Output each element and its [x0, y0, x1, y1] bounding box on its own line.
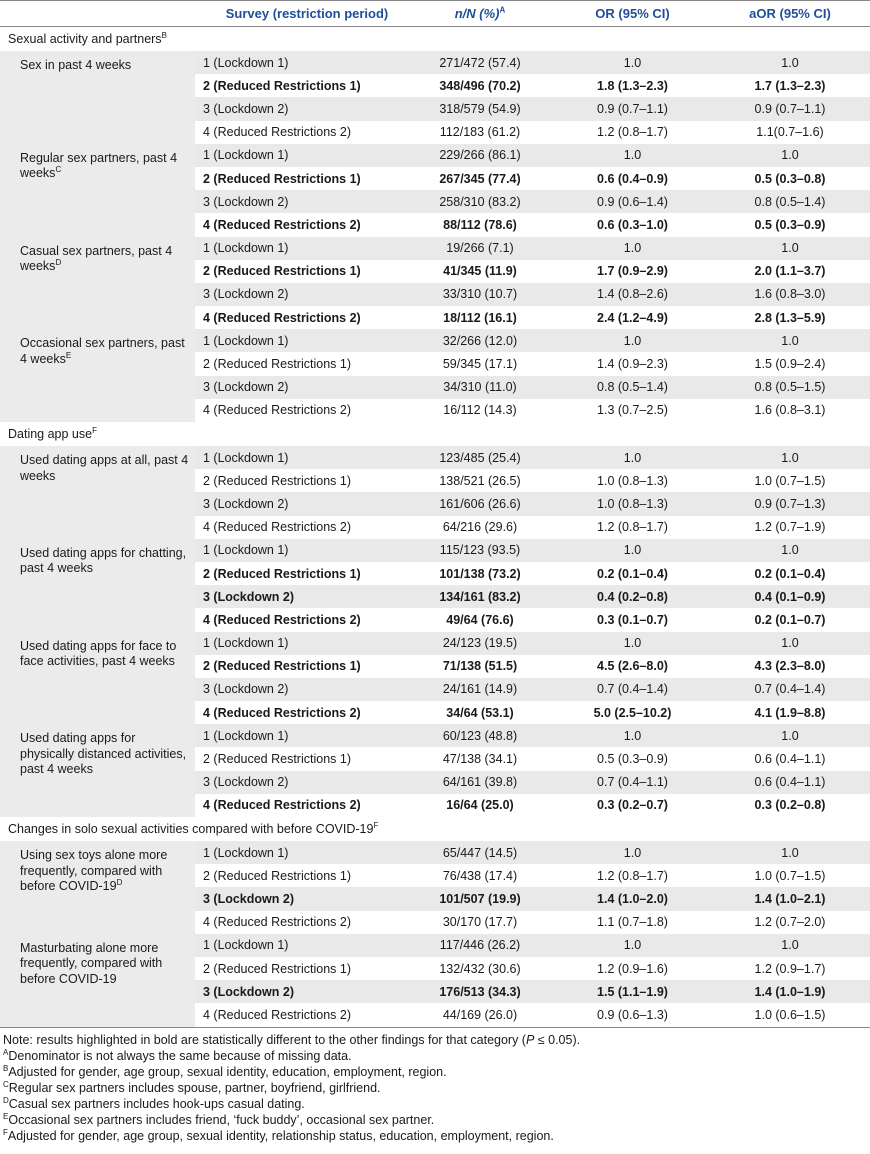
- cell-survey: 1 (Lockdown 1): [195, 144, 405, 167]
- cell-or: 0.8 (0.5–1.4): [555, 376, 710, 399]
- cell-aor: 1.0 (0.7–1.5): [710, 469, 870, 492]
- table-row: [0, 144, 870, 167]
- cell-survey: 2 (Reduced Restrictions 1): [195, 260, 405, 283]
- row-group-label-text: Regular sex partners, past 4 weeks: [20, 150, 178, 181]
- cell-nN: 134/161 (83.2): [405, 585, 555, 608]
- cell-aor: 0.2 (0.1–0.4): [710, 562, 870, 585]
- row-group-label: [0, 237, 195, 330]
- cell-or: 0.9 (0.7–1.1): [555, 97, 710, 120]
- cell-survey: 1 (Lockdown 1): [195, 724, 405, 747]
- cell-or: 0.4 (0.2–0.8): [555, 585, 710, 608]
- cell-nN: 64/161 (39.8): [405, 771, 555, 794]
- cell-aor: 0.6 (0.4–1.1): [710, 747, 870, 770]
- cell-aor: 0.7 (0.4–1.4): [710, 678, 870, 701]
- cell-survey: 2 (Reduced Restrictions 1): [195, 167, 405, 190]
- section-title: [0, 817, 870, 841]
- footnote-marker: B: [3, 1063, 9, 1073]
- row-group-label-sup: C: [55, 165, 62, 175]
- cell-survey: 4 (Reduced Restrictions 2): [195, 911, 405, 934]
- footnote-text: Adjusted for gender, age group, sexual identity, education, employment, region.: [8, 1064, 447, 1079]
- cell-nN: 71/138 (51.5): [405, 655, 555, 678]
- table-row: [0, 632, 870, 655]
- cell-survey: 4 (Reduced Restrictions 2): [195, 1003, 405, 1026]
- table-row: [0, 237, 870, 260]
- table-row: [0, 51, 870, 74]
- cell-nN: 44/169 (26.0): [405, 1003, 555, 1026]
- cell-nN: 19/266 (7.1): [405, 237, 555, 260]
- cell-nN: 88/112 (78.6): [405, 213, 555, 236]
- footnote-marker: A: [3, 1047, 9, 1057]
- row-group-label-text: Casual sex partners, past 4 weeks: [20, 243, 173, 273]
- table-header-row: [0, 1, 870, 27]
- cell-or: 1.7 (0.9–2.9): [555, 260, 710, 283]
- cell-survey: 4 (Reduced Restrictions 2): [195, 701, 405, 724]
- cell-survey: 4 (Reduced Restrictions 2): [195, 213, 405, 236]
- cell-survey: 3 (Lockdown 2): [195, 585, 405, 608]
- cell-or: 0.3 (0.2–0.7): [555, 794, 710, 817]
- cell-survey: 2 (Reduced Restrictions 1): [195, 469, 405, 492]
- cell-nN: 49/64 (76.6): [405, 608, 555, 631]
- row-group-label: [0, 329, 195, 422]
- cell-aor: 1.2 (0.7–2.0): [710, 911, 870, 934]
- cell-or: 0.3 (0.1–0.7): [555, 608, 710, 631]
- cell-or: 1.0: [555, 632, 710, 655]
- row-group-label-text: Used dating apps for physically distanced activities, past 4 weeks: [20, 731, 187, 777]
- cell-or: 1.2 (0.8–1.7): [555, 864, 710, 887]
- footnote: [3, 1048, 870, 1064]
- cell-survey: 4 (Reduced Restrictions 2): [195, 121, 405, 144]
- cell-aor: 1.1(0.7–1.6): [710, 121, 870, 144]
- cell-nN: 16/112 (14.3): [405, 399, 555, 422]
- cell-aor: 1.0: [710, 632, 870, 655]
- cell-or: 0.9 (0.6–1.4): [555, 190, 710, 213]
- cell-survey: 1 (Lockdown 1): [195, 632, 405, 655]
- row-group-label-text: Sex in past 4 weeks: [20, 58, 132, 72]
- row-group-label-text: Used dating apps for chatting, past 4 weeks: [20, 545, 187, 576]
- cell-survey: 3 (Lockdown 2): [195, 771, 405, 794]
- header-label-column: [0, 1, 195, 27]
- row-group-label-text: Masturbating alone more frequently, compared with before COVID-19: [20, 940, 163, 986]
- cell-or: 4.5 (2.6–8.0): [555, 655, 710, 678]
- cell-nN: 30/170 (17.7): [405, 911, 555, 934]
- footnote-marker: C: [3, 1079, 9, 1089]
- cell-survey: 3 (Lockdown 2): [195, 376, 405, 399]
- table-row: [0, 724, 870, 747]
- cell-or: 1.0 (0.8–1.3): [555, 492, 710, 515]
- cell-survey: 4 (Reduced Restrictions 2): [195, 516, 405, 539]
- table-row: [0, 539, 870, 562]
- cell-or: 1.0: [555, 329, 710, 352]
- section-title: [0, 422, 870, 446]
- cell-aor: 1.0: [710, 144, 870, 167]
- cell-nN: 18/112 (16.1): [405, 306, 555, 329]
- cell-survey: 3 (Lockdown 2): [195, 678, 405, 701]
- cell-aor: 4.1 (1.9–8.8): [710, 701, 870, 724]
- cell-nN: 16/64 (25.0): [405, 794, 555, 817]
- cell-survey: 1 (Lockdown 1): [195, 841, 405, 864]
- cell-nN: 112/183 (61.2): [405, 121, 555, 144]
- cell-or: 0.7 (0.4–1.1): [555, 771, 710, 794]
- table-body: [0, 27, 870, 1027]
- row-group-label: [0, 724, 195, 817]
- section-title-sup: B: [161, 30, 167, 40]
- cell-aor: 1.0 (0.6–1.5): [710, 1003, 870, 1026]
- cell-nN: 348/496 (70.2): [405, 74, 555, 97]
- cell-aor: 0.3 (0.2–0.8): [710, 794, 870, 817]
- cell-or: 0.2 (0.1–0.4): [555, 562, 710, 585]
- cell-or: 1.0: [555, 934, 710, 957]
- footnote: [3, 1064, 870, 1080]
- header-aor: aOR (95% CI): [710, 1, 870, 27]
- cell-nN: 41/345 (11.9): [405, 260, 555, 283]
- cell-survey: 3 (Lockdown 2): [195, 97, 405, 120]
- cell-aor: 1.5 (0.9–2.4): [710, 352, 870, 375]
- cell-nN: 34/310 (11.0): [405, 376, 555, 399]
- cell-aor: 1.0: [710, 934, 870, 957]
- cell-aor: 1.6 (0.8–3.0): [710, 283, 870, 306]
- cell-nN: 33/310 (10.7): [405, 283, 555, 306]
- cell-or: 1.4 (0.9–2.3): [555, 352, 710, 375]
- cell-or: 5.0 (2.5–10.2): [555, 701, 710, 724]
- cell-aor: 0.5 (0.3–0.9): [710, 213, 870, 236]
- header-nN: [405, 1, 555, 27]
- cell-or: 1.0: [555, 144, 710, 167]
- cell-aor: 1.2 (0.9–1.7): [710, 957, 870, 980]
- note-items: [3, 1048, 870, 1144]
- cell-aor: 0.2 (0.1–0.7): [710, 608, 870, 631]
- cell-aor: 0.8 (0.5–1.5): [710, 376, 870, 399]
- row-group-label-sup: D: [55, 257, 62, 267]
- footnote-text: Casual sex partners includes hook-ups casual dating.: [8, 1096, 305, 1111]
- header-nN-sup: A: [499, 5, 506, 15]
- row-group-label: [0, 934, 195, 1027]
- cell-aor: 1.4 (1.0–1.9): [710, 980, 870, 1003]
- cell-or: 1.4 (1.0–2.0): [555, 887, 710, 910]
- cell-aor: 1.6 (0.8–3.1): [710, 399, 870, 422]
- cell-or: 1.8 (1.3–2.3): [555, 74, 710, 97]
- cell-aor: 0.5 (0.3–0.8): [710, 167, 870, 190]
- cell-or: 1.0 (0.8–1.3): [555, 469, 710, 492]
- cell-or: 1.2 (0.8–1.7): [555, 516, 710, 539]
- cell-survey: 2 (Reduced Restrictions 1): [195, 562, 405, 585]
- section-header-row: [0, 27, 870, 52]
- cell-aor: 1.0: [710, 539, 870, 562]
- cell-survey: 1 (Lockdown 1): [195, 539, 405, 562]
- cell-survey: 3 (Lockdown 2): [195, 887, 405, 910]
- cell-nN: 229/266 (86.1): [405, 144, 555, 167]
- cell-or: 1.0: [555, 237, 710, 260]
- cell-aor: 1.7 (1.3–2.3): [710, 74, 870, 97]
- header-nN-text: n/N (%): [454, 6, 500, 21]
- cell-or: 1.5 (1.1–1.9): [555, 980, 710, 1003]
- table-row: [0, 934, 870, 957]
- cell-survey: 2 (Reduced Restrictions 1): [195, 864, 405, 887]
- row-group-label-text: Occasional sex partners, past 4 weeks: [20, 336, 185, 366]
- header-or: OR (95% CI): [555, 1, 710, 27]
- cell-nN: 117/446 (26.2): [405, 934, 555, 957]
- cell-aor: 1.0: [710, 724, 870, 747]
- footnote: [3, 1096, 870, 1112]
- cell-nN: 123/485 (25.4): [405, 446, 555, 469]
- cell-or: 0.6 (0.3–1.0): [555, 213, 710, 236]
- cell-or: 1.2 (0.8–1.7): [555, 121, 710, 144]
- footnote-text: Occasional sex partners includes friend, ‘fuck buddy’, occasional sex partner.: [8, 1112, 435, 1127]
- cell-aor: 4.3 (2.3–8.0): [710, 655, 870, 678]
- cell-or: 1.2 (0.9–1.6): [555, 957, 710, 980]
- table-row: [0, 446, 870, 469]
- cell-or: 0.5 (0.3–0.9): [555, 747, 710, 770]
- cell-survey: 1 (Lockdown 1): [195, 51, 405, 74]
- cell-or: 0.6 (0.4–0.9): [555, 167, 710, 190]
- table-row: [0, 841, 870, 864]
- cell-aor: 1.2 (0.7–1.9): [710, 516, 870, 539]
- cell-survey: 3 (Lockdown 2): [195, 283, 405, 306]
- row-group-label: [0, 446, 195, 539]
- cell-or: 0.9 (0.6–1.3): [555, 1003, 710, 1026]
- cell-survey: 4 (Reduced Restrictions 2): [195, 399, 405, 422]
- cell-nN: 318/579 (54.9): [405, 97, 555, 120]
- footnote-marker: D: [3, 1095, 9, 1105]
- footnote-marker: E: [3, 1111, 9, 1121]
- footnote: [3, 1128, 870, 1144]
- cell-nN: 267/345 (77.4): [405, 167, 555, 190]
- cell-nN: 138/521 (26.5): [405, 469, 555, 492]
- footnote-marker: F: [3, 1127, 8, 1137]
- note-main: Note: results highlighted in bold are statistically different to the other findings for that category (P ≤ 0.05).: [3, 1032, 581, 1047]
- cell-aor: 2.0 (1.1–3.7): [710, 260, 870, 283]
- row-group-label: [0, 632, 195, 725]
- header-survey: Survey (restriction period): [195, 1, 405, 27]
- cell-nN: 76/438 (17.4): [405, 864, 555, 887]
- cell-survey: 2 (Reduced Restrictions 1): [195, 957, 405, 980]
- row-group-label: [0, 51, 195, 144]
- cell-aor: 0.4 (0.1–0.9): [710, 585, 870, 608]
- cell-nN: 161/606 (26.6): [405, 492, 555, 515]
- footnote-text: Adjusted for gender, age group, sexual identity, relationship status, education, employment, region.: [7, 1128, 554, 1143]
- cell-nN: 24/161 (14.9): [405, 678, 555, 701]
- cell-or: 1.0: [555, 446, 710, 469]
- cell-survey: 1 (Lockdown 1): [195, 934, 405, 957]
- cell-or: 1.0: [555, 51, 710, 74]
- cell-aor: 1.4 (1.0–2.1): [710, 887, 870, 910]
- table-row: [0, 329, 870, 352]
- footnote-text: Regular sex partners includes spouse, partner, boyfriend, girlfriend.: [8, 1080, 381, 1095]
- row-group-label: [0, 841, 195, 934]
- footnote: [3, 1112, 870, 1128]
- cell-or: 1.0: [555, 539, 710, 562]
- cell-nN: 176/513 (34.3): [405, 980, 555, 1003]
- cell-or: 1.4 (0.8–2.6): [555, 283, 710, 306]
- cell-survey: 3 (Lockdown 2): [195, 980, 405, 1003]
- section-title-text: Sexual activity and partners: [8, 32, 162, 46]
- cell-or: 1.0: [555, 841, 710, 864]
- cell-aor: 0.6 (0.4–1.1): [710, 771, 870, 794]
- section-title-sup: F: [373, 820, 379, 830]
- cell-aor: 1.0: [710, 841, 870, 864]
- cell-survey: 4 (Reduced Restrictions 2): [195, 794, 405, 817]
- row-group-label-sup: D: [116, 877, 123, 887]
- section-title-text: Changes in solo sexual activities compared with before COVID-19: [8, 822, 374, 836]
- cell-nN: 64/216 (29.6): [405, 516, 555, 539]
- cell-nN: 101/507 (19.9): [405, 887, 555, 910]
- cell-aor: 1.0 (0.7–1.5): [710, 864, 870, 887]
- cell-or: 0.7 (0.4–1.4): [555, 678, 710, 701]
- cell-nN: 47/138 (34.1): [405, 747, 555, 770]
- row-group-label-text: Used dating apps for face to face activities, past 4 weeks: [20, 638, 177, 668]
- cell-survey: 4 (Reduced Restrictions 2): [195, 306, 405, 329]
- cell-aor: 1.0: [710, 329, 870, 352]
- cell-survey: 3 (Lockdown 2): [195, 492, 405, 515]
- section-title-sup: F: [92, 425, 97, 435]
- section-header-row: [0, 422, 870, 446]
- row-group-label: [0, 144, 195, 237]
- cell-survey: 3 (Lockdown 2): [195, 190, 405, 213]
- cell-or: 1.1 (0.7–1.8): [555, 911, 710, 934]
- cell-survey: 1 (Lockdown 1): [195, 446, 405, 469]
- cell-nN: 24/123 (19.5): [405, 632, 555, 655]
- cell-aor: 1.0: [710, 446, 870, 469]
- cell-nN: 60/123 (48.8): [405, 724, 555, 747]
- cell-nN: 34/64 (53.1): [405, 701, 555, 724]
- footnote: [3, 1080, 870, 1096]
- cell-survey: 1 (Lockdown 1): [195, 237, 405, 260]
- section-title: [0, 27, 870, 52]
- cell-survey: 2 (Reduced Restrictions 1): [195, 352, 405, 375]
- cell-aor: 2.8 (1.3–5.9): [710, 306, 870, 329]
- cell-nN: 65/447 (14.5): [405, 841, 555, 864]
- table-notes: [0, 1027, 870, 1144]
- cell-aor: 0.9 (0.7–1.1): [710, 97, 870, 120]
- cell-aor: 1.0: [710, 237, 870, 260]
- cell-nN: 115/123 (93.5): [405, 539, 555, 562]
- row-group-label: [0, 539, 195, 632]
- cell-survey: 1 (Lockdown 1): [195, 329, 405, 352]
- cell-nN: 271/472 (57.4): [405, 51, 555, 74]
- footnote-text: Denominator is not always the same because of missing data.: [8, 1048, 352, 1063]
- cell-aor: 1.0: [710, 51, 870, 74]
- row-group-label-text: Using sex toys alone more frequently, compared with before COVID-19: [20, 848, 168, 893]
- section-header-row: [0, 817, 870, 841]
- cell-nN: 59/345 (17.1): [405, 352, 555, 375]
- cell-survey: 2 (Reduced Restrictions 1): [195, 655, 405, 678]
- row-group-label-text: Used dating apps at all, past 4 weeks: [20, 453, 189, 483]
- cell-or: 2.4 (1.2–4.9): [555, 306, 710, 329]
- cell-nN: 101/138 (73.2): [405, 562, 555, 585]
- note-p-symbol: P: [525, 1032, 535, 1047]
- cell-survey: 2 (Reduced Restrictions 1): [195, 747, 405, 770]
- cell-aor: 0.8 (0.5–1.4): [710, 190, 870, 213]
- cell-aor: 0.9 (0.7–1.3): [710, 492, 870, 515]
- row-group-label-sup: E: [65, 350, 72, 360]
- cell-nN: 32/266 (12.0): [405, 329, 555, 352]
- cell-survey: 4 (Reduced Restrictions 2): [195, 608, 405, 631]
- cell-survey: 2 (Reduced Restrictions 1): [195, 74, 405, 97]
- cell-nN: 258/310 (83.2): [405, 190, 555, 213]
- cell-or: 1.3 (0.7–2.5): [555, 399, 710, 422]
- section-title-text: Dating app use: [8, 427, 93, 441]
- cell-or: 1.0: [555, 724, 710, 747]
- cell-nN: 132/432 (30.6): [405, 957, 555, 980]
